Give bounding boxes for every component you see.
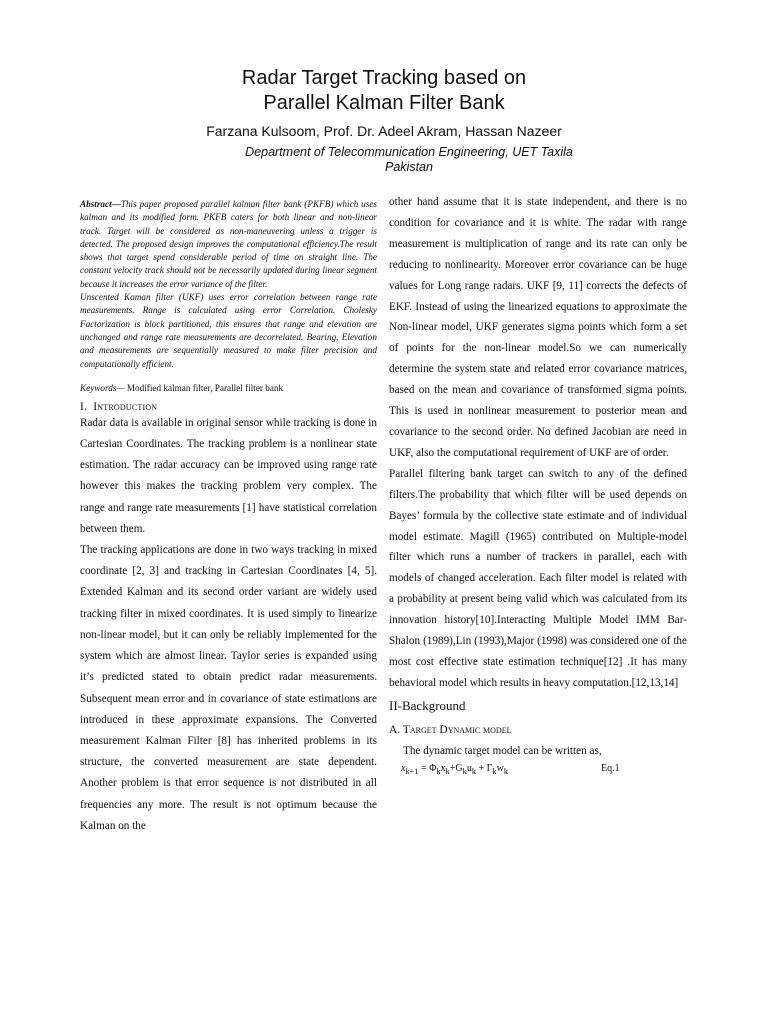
keywords	[80, 383, 377, 393]
abstract-paragraph-1	[80, 198, 377, 291]
right-paragraph-1: other hand assume that it is state independent, and there is no condition for covariance and it is white. The radar with range measurement is multiplication of range and its rate can only be reducing to nonlinearity. Moreover error covariance can be huge values for Long range radars. UKF [9, 11] corrects the defects of EKF. Instead of using the linearized equations to approximate the Non-linear model, UKF generates sigma points which form a set of points for the non-linear model.So we can numerically determine the system state and related error covariance matrices, based on the mean and covariance of transformed sigma points. This is used in nonlinear measurement to posterior mean and covariance to the second order. No defined Jacobian are need in UKF, also the computational requirement of UKF are of order.	[389, 196, 687, 459]
equation-label: Eq.1	[601, 762, 620, 774]
affiliation	[0, 145, 768, 175]
dynamic-model-text: The dynamic target model can be written as,	[403, 744, 602, 757]
subsection-heading-target-dynamic-model: A. Target Dynamic model	[389, 723, 512, 736]
equation-expression: $x_{k+1} = \Phi_kx_k+G_ku_k + \Gamma_kw_k$	[401, 762, 508, 776]
keywords-text: Modified kalman filter, Parallel filter bank	[124, 382, 284, 393]
author-list: Farzana Kulsoom, Prof. Dr. Adeel Akram, Hassan Nazeer	[206, 123, 562, 139]
left-column	[80, 198, 377, 837]
section-title: Introduction	[93, 400, 158, 413]
abstract-text-1: This paper proposed parallel kalman filter bank (PKFB) which uses kalman and its modified form. PKFB caters for both linear and non-linear track. Target will be considered as non-maneuvering unless a trigger is detected. The proposed design improves the computational efficiency.The result shows that target spend considerable period of time on straight line. The constant velocity track should not be necessarily updated during linear segment because it increases the error variance of the filter.	[80, 199, 377, 289]
paper-title-line-1: Radar Target Tracking based on	[241, 67, 527, 89]
title-block	[0, 66, 768, 175]
abstract-paragraph-2: Unscented Kaman filter (UKF) uses error correlation between range rate measurements. Range is calculated using error Correlation. Cholesky Factorization is block partitioned, this ensures that range and elevation are unchanged and range rate measurements are decorrelated. Bearing, Elevation and measurements are sequentially measured to make filter precision and computationally efficient.	[80, 292, 377, 369]
right-paragraph-2: Parallel filtering bank target can switch to any of the defined filters.The probability that which filter will be used depends on Bayes’ formula by the collective state estimate and of individual model estimate. Magill (1965) contributed on Multiple-model filter which runs a number of trackers in parallel, each with models of changed acceleration. Each filter model is related with a probability at present being valid which was calculated from its innovation history[10].Interacting Multiple Model IMM Bar-Shalon (1989),Lin (1993),Major (1998) was considered one of the most cost effective state estimation technique[12] .It has many behavioral model which results in heavy computation.[12,13,14]	[389, 467, 687, 689]
equation-1	[389, 763, 687, 776]
affiliation-line-1: Department of Telecommunication Engineering, UET Taxila	[245, 145, 573, 159]
keywords-label: Keywords—	[80, 382, 125, 393]
intro-paragraph-1: Radar data is available in original sensor while tracking is done in Cartesian Coordinates. The tracking problem is a nonlinear state estimation. The radar accuracy can be improved using range rate however this makes the tracking problem very complex. The range and range rate measurements [1] have statistical correlation between them.	[80, 416, 377, 535]
section-heading-background: II-Background	[389, 697, 466, 713]
paper-title-line-2: Parallel Kalman Filter Bank	[263, 92, 505, 114]
intro-paragraph-2: The tracking applications are done in two ways tracking in mixed coordinate [2, 3] and tracking in Cartesian Coordinates [4, 5]. Extended Kalman and its second order variant are widely used tracking filter in mixed coordinates. It is used simply to linearize non-linear model, but it can only be reliably implemented for the system which are almost linear. Taylor series is expanded using it’s predicted stated to obtain predict radar measurements. Subsequent mean error and in covariance of state estimations are introduced in these approximate expansions. The Converted measurement Kalman Filter [8] has inherited problems in its structure, the converted measurement are state dependent. Another problem is that error sequence is not distributed in all frequencies any more. The result is not optimum because the Kalman on the	[80, 544, 377, 832]
affiliation-line-2: Pakistan	[385, 160, 433, 174]
section-heading-introduction	[80, 401, 377, 413]
section-number: I.	[80, 400, 88, 413]
right-column	[389, 192, 687, 776]
abstract-label: Abstract—	[80, 199, 121, 209]
